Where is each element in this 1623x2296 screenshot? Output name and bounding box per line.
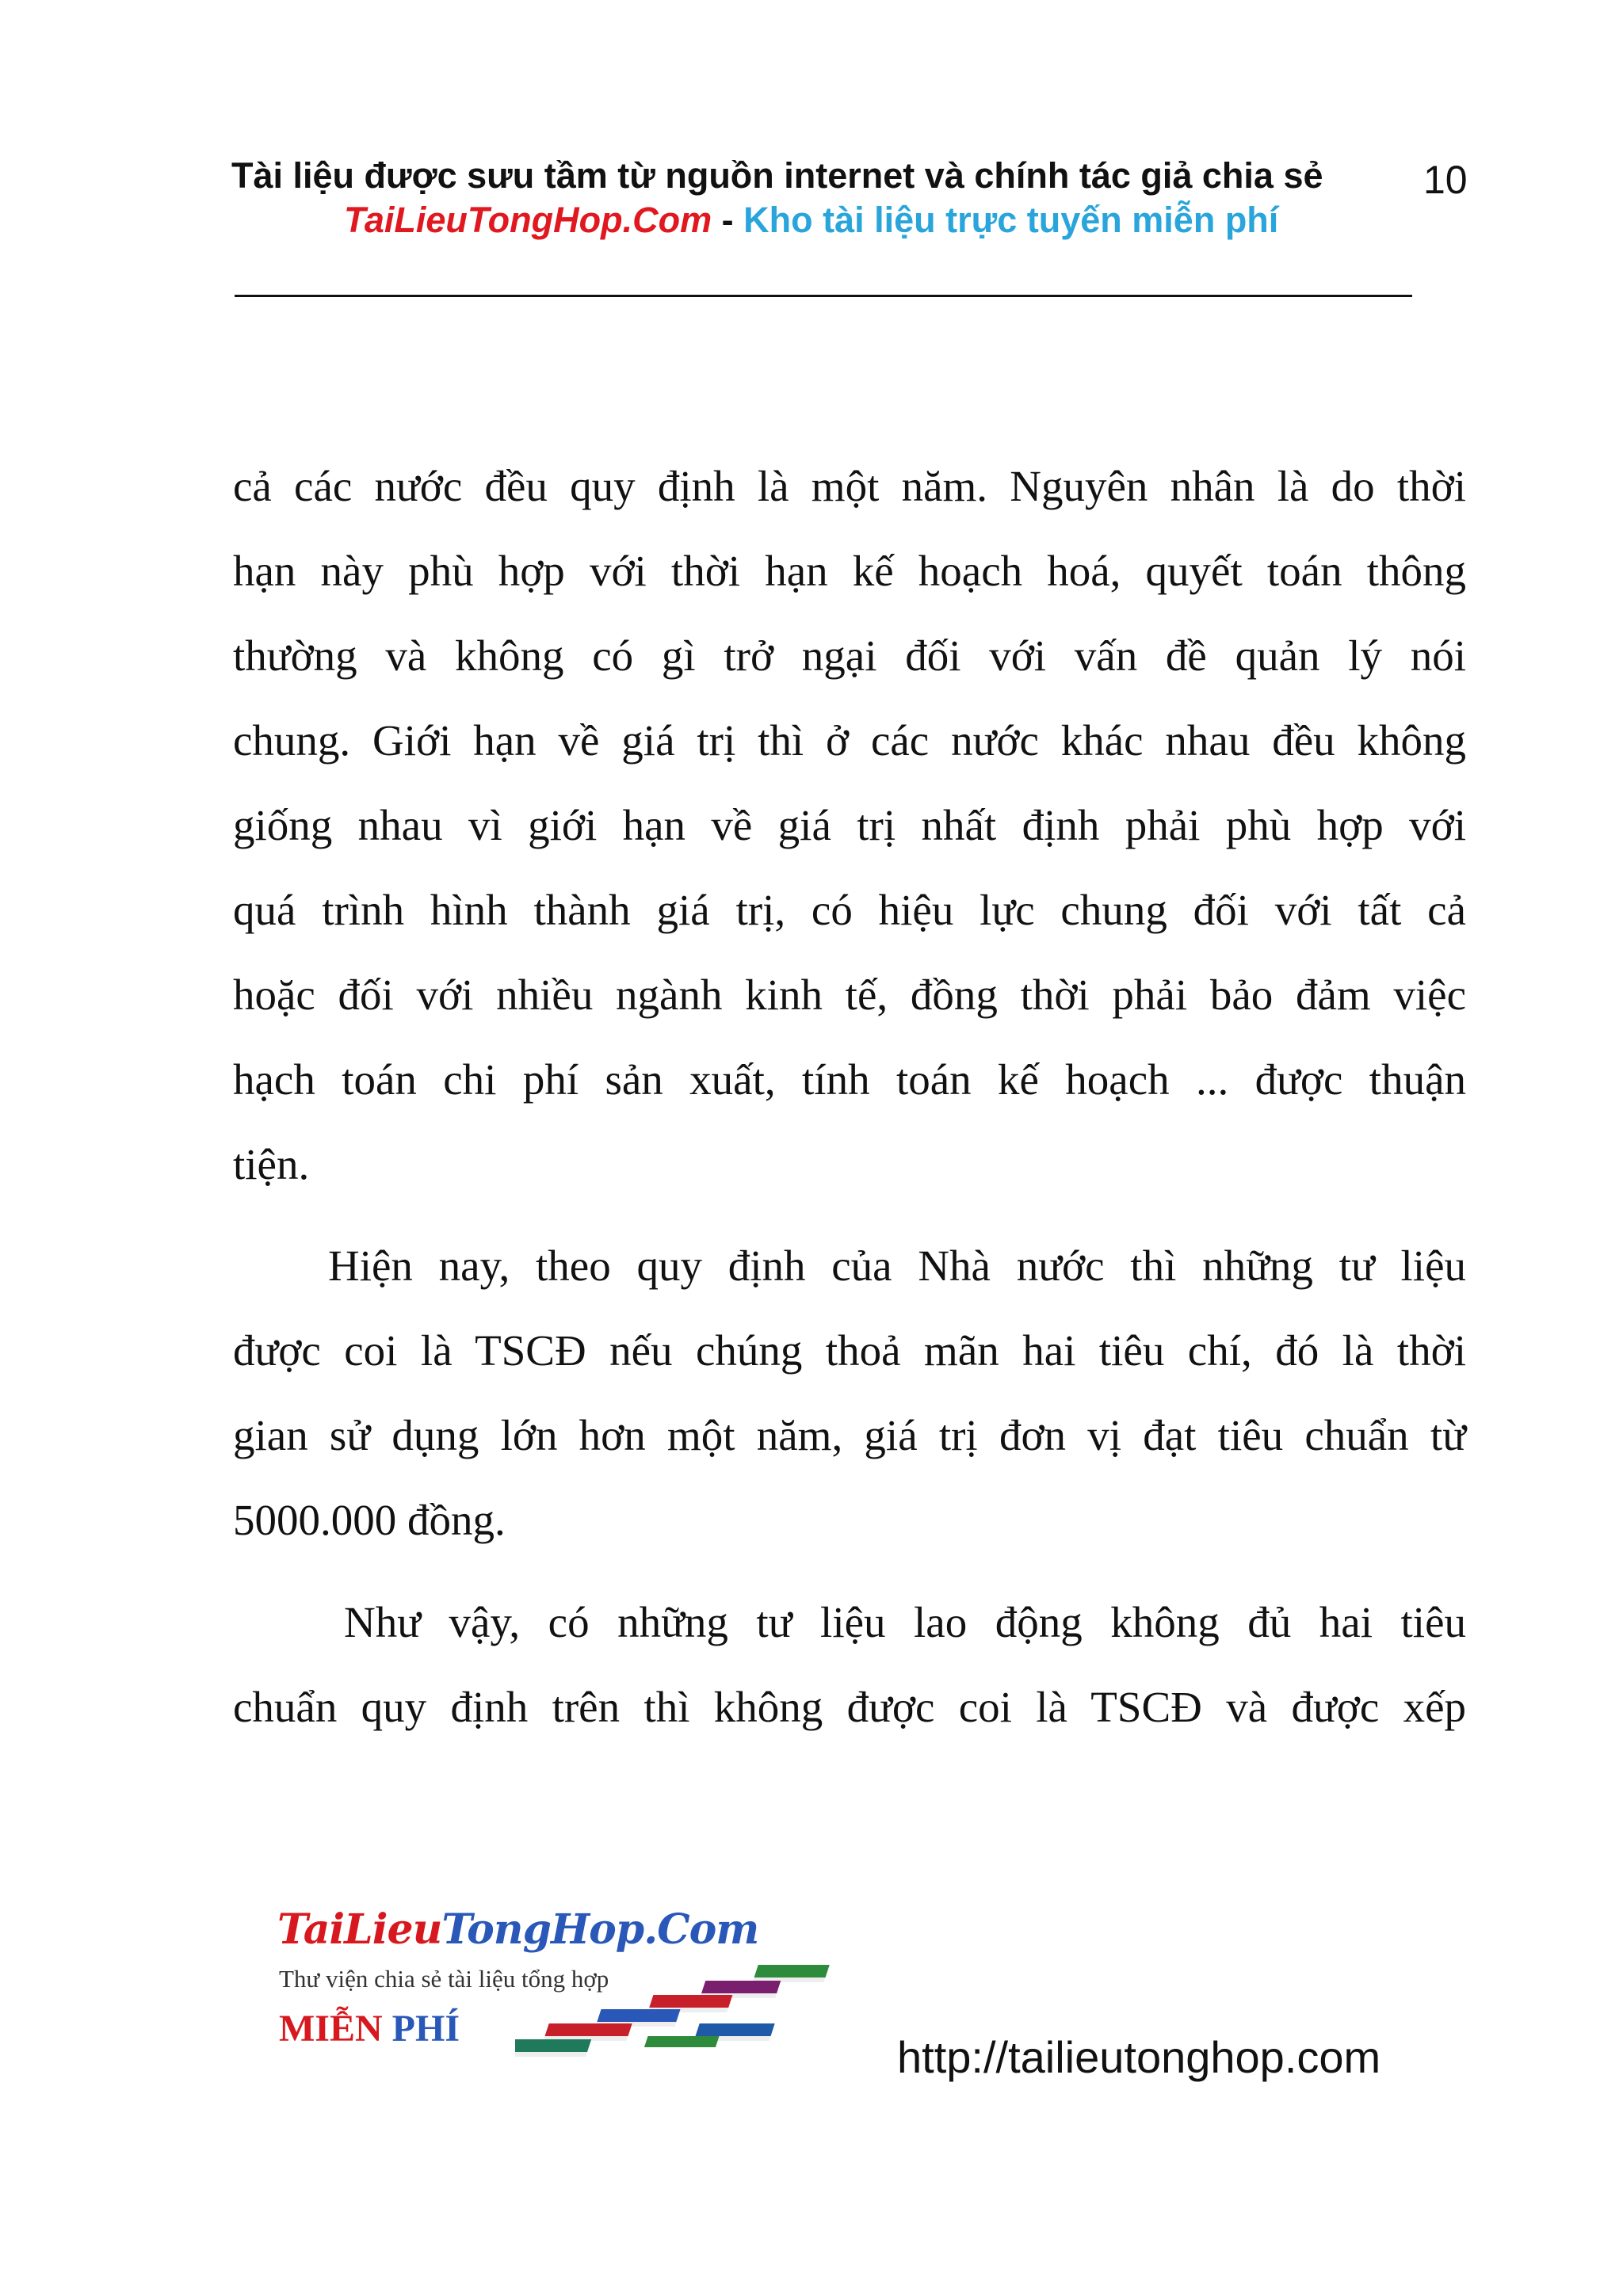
body-line: giống nhau vì giới hạn về giá trị nhất định phải phù hợp với (233, 801, 1466, 849)
header-site-name: TaiLieuTongHop.Com (344, 200, 712, 240)
body-line: 5000.000 đồng. (233, 1496, 506, 1544)
site-logo (277, 1905, 880, 2064)
header-subtitle (344, 200, 1278, 241)
body-line: gian sử dụng lớn hơn một năm, giá trị đơn vị đạt tiêu chuẩn từ (233, 1411, 1466, 1459)
header-separator: - (721, 200, 734, 240)
body-line: thường và không có gì trở ngại đối với vấn đề quản lý nói (233, 631, 1466, 680)
paragraph-3 (233, 1580, 1466, 1749)
body-line: tiện. (233, 1140, 310, 1188)
paragraph-2 (233, 1223, 1466, 1562)
logo-title-part2: TongHop.Com (441, 1905, 759, 1954)
header-tagline: Kho tài liệu trực tuyến miễn phí (743, 200, 1279, 240)
header-title: Tài liệu được sưu tầm từ nguồn internet và chính tác giả chia sẻ (231, 155, 1323, 196)
body-line: chuẩn quy định trên thì không được coi là TSCĐ và được xếp (233, 1683, 1466, 1731)
body-line: quá trình hình thành giá trị, có hiệu lực chung đối với tất cả (233, 886, 1466, 934)
body-line: Như vậy, có những tư liệu lao động không đủ hai tiêu (344, 1598, 1466, 1646)
logo-free-label (279, 2007, 460, 2050)
header-divider (235, 295, 1412, 297)
body-line: Hiện nay, theo quy định của Nhà nước thì những tư liệu (328, 1241, 1466, 1290)
paragraph-1 (233, 444, 1466, 1207)
page-number: 10 (1423, 158, 1468, 202)
logo-subtitle: Thư viện chia sẻ tài liệu tổng hợp (279, 1965, 609, 1993)
body-line: được coi là TSCĐ nếu chúng thoả mãn hai tiêu chí, đó là thời (233, 1326, 1466, 1375)
logo-free-part1: MIỄN (279, 2008, 383, 2050)
body-line: hạn này phù hợp với thời hạn kế hoạch hoá, quyết toán thông (233, 547, 1466, 595)
books-stack-icon (515, 1957, 848, 2060)
logo-title-part1: TaiLieu (277, 1905, 442, 1954)
body-line: hạch toán chi phí sản xuất, tính toán kế hoạch ... được thuận (233, 1055, 1466, 1104)
body-line: hoặc đối với nhiều ngành kinh tế, đồng thời phải bảo đảm việc (233, 971, 1466, 1019)
body-line: cả các nước đều quy định là một năm. Nguyên nhân là do thời (233, 462, 1466, 510)
logo-free-part2: PHÍ (391, 2008, 460, 2050)
footer-url[interactable]: http://tailieutonghop.com (897, 2032, 1381, 2082)
body-line: chung. Giới hạn về giá trị thì ở các nước khác nhau đều không (233, 716, 1466, 765)
logo-title (277, 1905, 758, 1954)
